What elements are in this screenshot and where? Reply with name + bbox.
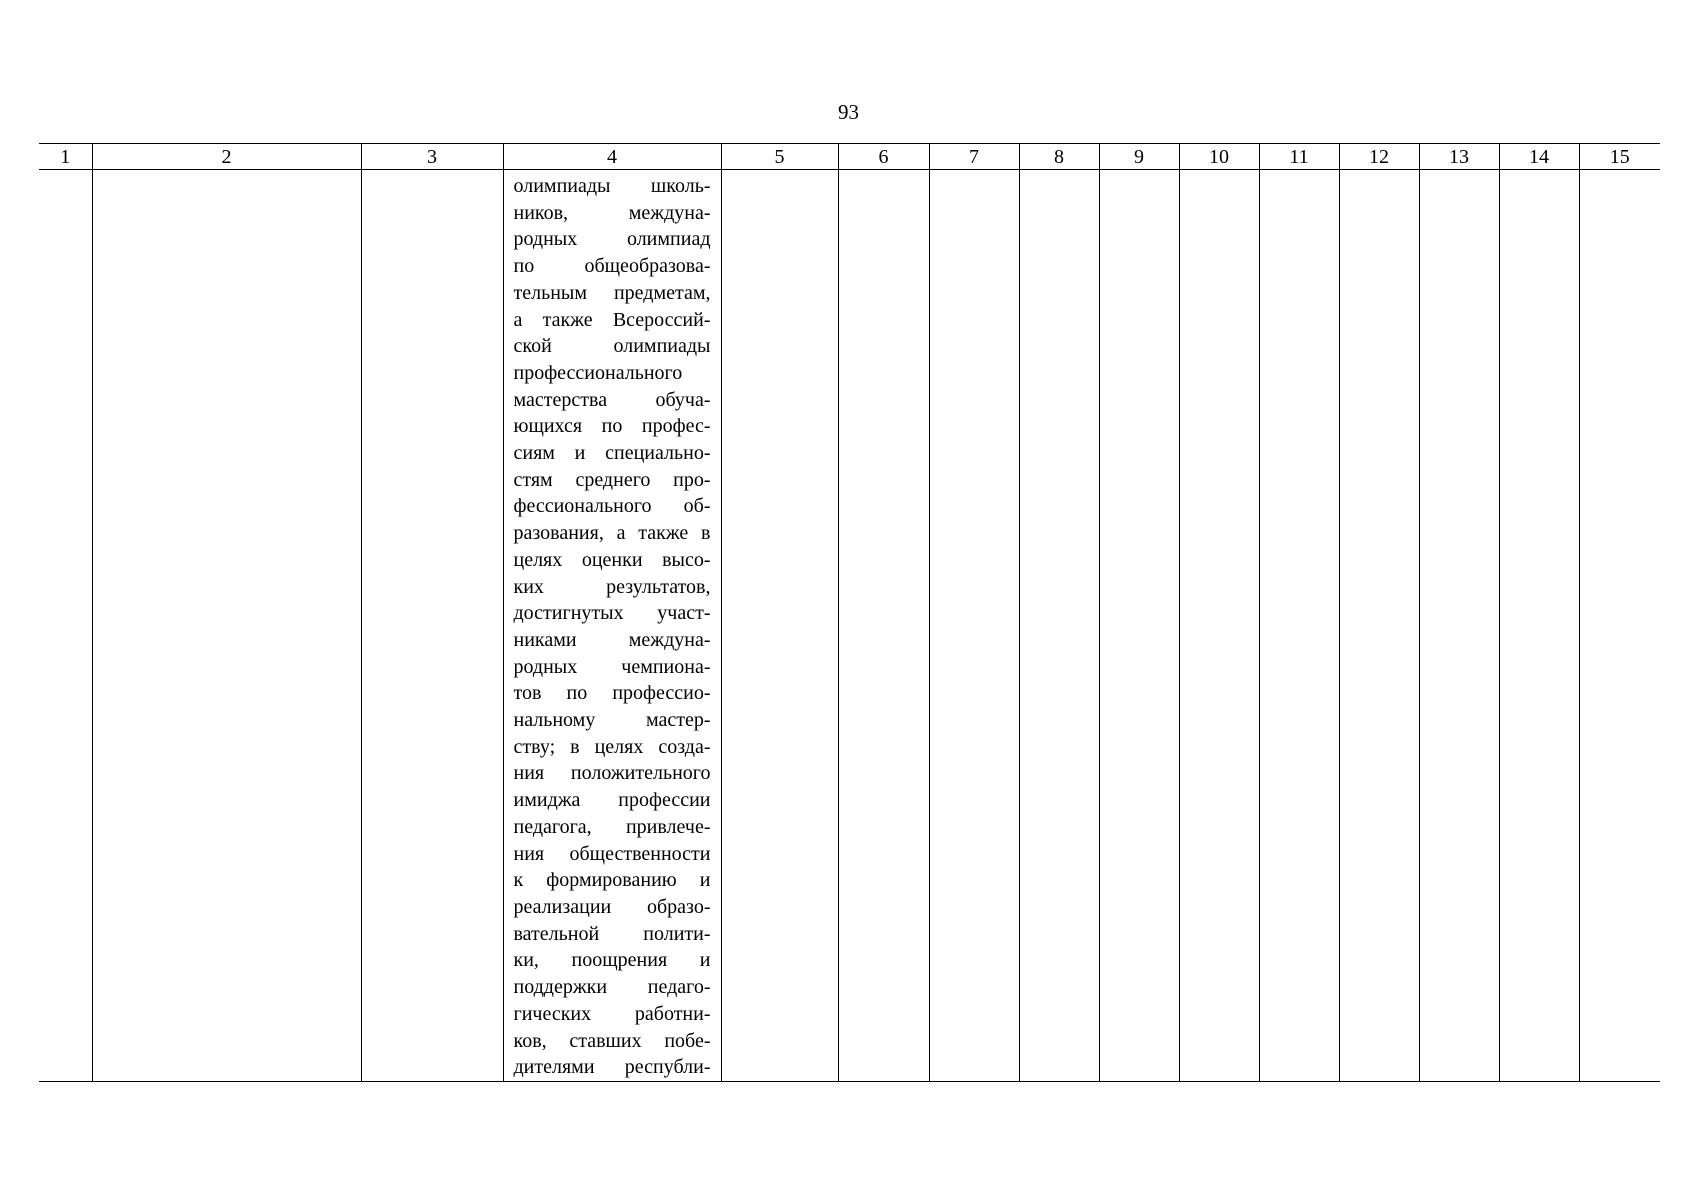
column-header-9: 9 — [1099, 144, 1179, 170]
table-row — [39, 170, 1660, 1082]
text-line: вательной полити- — [513, 922, 711, 945]
table-cell-15 — [1579, 170, 1660, 1082]
table-cell-7 — [929, 170, 1019, 1082]
table-header-row — [39, 144, 1660, 170]
text-line: достигнутых участ- — [513, 602, 711, 625]
column-header-2: 2 — [92, 144, 361, 170]
column-header-11: 11 — [1259, 144, 1339, 170]
text-line: ской олимпиады — [513, 335, 711, 358]
column-header-3: 3 — [361, 144, 503, 170]
column-header-8: 8 — [1019, 144, 1099, 170]
table-cell-14 — [1499, 170, 1579, 1082]
text-line: а также Всероссий- — [513, 308, 711, 331]
text-line: к формированию и — [513, 869, 711, 892]
text-line: имиджа профессии — [513, 789, 711, 812]
text-line: ющихся по профес- — [513, 415, 711, 438]
table-cell-10 — [1179, 170, 1259, 1082]
text-line: ния общественности — [513, 842, 711, 865]
text-line: по общеобразова- — [513, 255, 711, 278]
text-line: родных чемпиона- — [513, 655, 711, 678]
text-line: тов по профессио- — [513, 682, 711, 705]
text-line: тельным предметам, — [513, 281, 711, 304]
text-line: сиям и специально- — [513, 442, 711, 465]
text-line: ников, междуна- — [513, 201, 711, 224]
text-line: педагога, привлече- — [513, 815, 711, 838]
table-cell-1 — [39, 170, 92, 1082]
column-header-12: 12 — [1339, 144, 1419, 170]
table-cell-6 — [838, 170, 929, 1082]
table-cell-13 — [1419, 170, 1499, 1082]
text-line: поддержки педаго- — [513, 976, 711, 999]
column-header-6: 6 — [838, 144, 929, 170]
column-header-10: 10 — [1179, 144, 1259, 170]
text-line: ния положительного — [513, 762, 711, 785]
text-line: разования, а также в — [513, 522, 711, 545]
text-line: олимпиады школь- — [513, 175, 711, 197]
text-line: ству; в целях созда- — [513, 735, 711, 758]
document-table — [39, 143, 1660, 1082]
table-cell-12 — [1339, 170, 1419, 1082]
text-line: профессионального — [513, 361, 683, 384]
table-cell-2 — [92, 170, 361, 1082]
text-line: мастерства обуча- — [513, 388, 711, 411]
column-header-15: 15 — [1579, 144, 1660, 170]
text-line: ков, ставших побе- — [513, 1029, 711, 1052]
text-line: родных олимпиад — [513, 228, 711, 251]
text-line: нальному мастер- — [513, 709, 711, 732]
text-line: фессионального об- — [513, 495, 711, 518]
text-line: стям среднего про- — [513, 468, 711, 491]
column-header-1: 1 — [39, 144, 92, 170]
table-cell-3 — [361, 170, 503, 1082]
text-line: дителями республи- — [513, 1056, 711, 1079]
column-header-7: 7 — [929, 144, 1019, 170]
column-4-text — [504, 170, 721, 1081]
column-header-13: 13 — [1419, 144, 1499, 170]
table-cell-5 — [721, 170, 838, 1082]
text-line: ки, поощрения и — [513, 949, 711, 972]
table-cell-9 — [1099, 170, 1179, 1082]
column-header-5: 5 — [721, 144, 838, 170]
table-cell-8 — [1019, 170, 1099, 1082]
text-line: ких результатов, — [513, 575, 711, 598]
column-header-14: 14 — [1499, 144, 1579, 170]
text-line: гических работни- — [513, 1002, 711, 1025]
text-line: целях оценки высо- — [513, 548, 711, 571]
column-header-4: 4 — [503, 144, 721, 170]
table-cell-4 — [503, 170, 721, 1082]
table-cell-11 — [1259, 170, 1339, 1082]
text-line: реализации образо- — [513, 895, 711, 918]
text-line: никами междуна- — [513, 628, 711, 651]
page-number: 93 — [838, 100, 859, 124]
